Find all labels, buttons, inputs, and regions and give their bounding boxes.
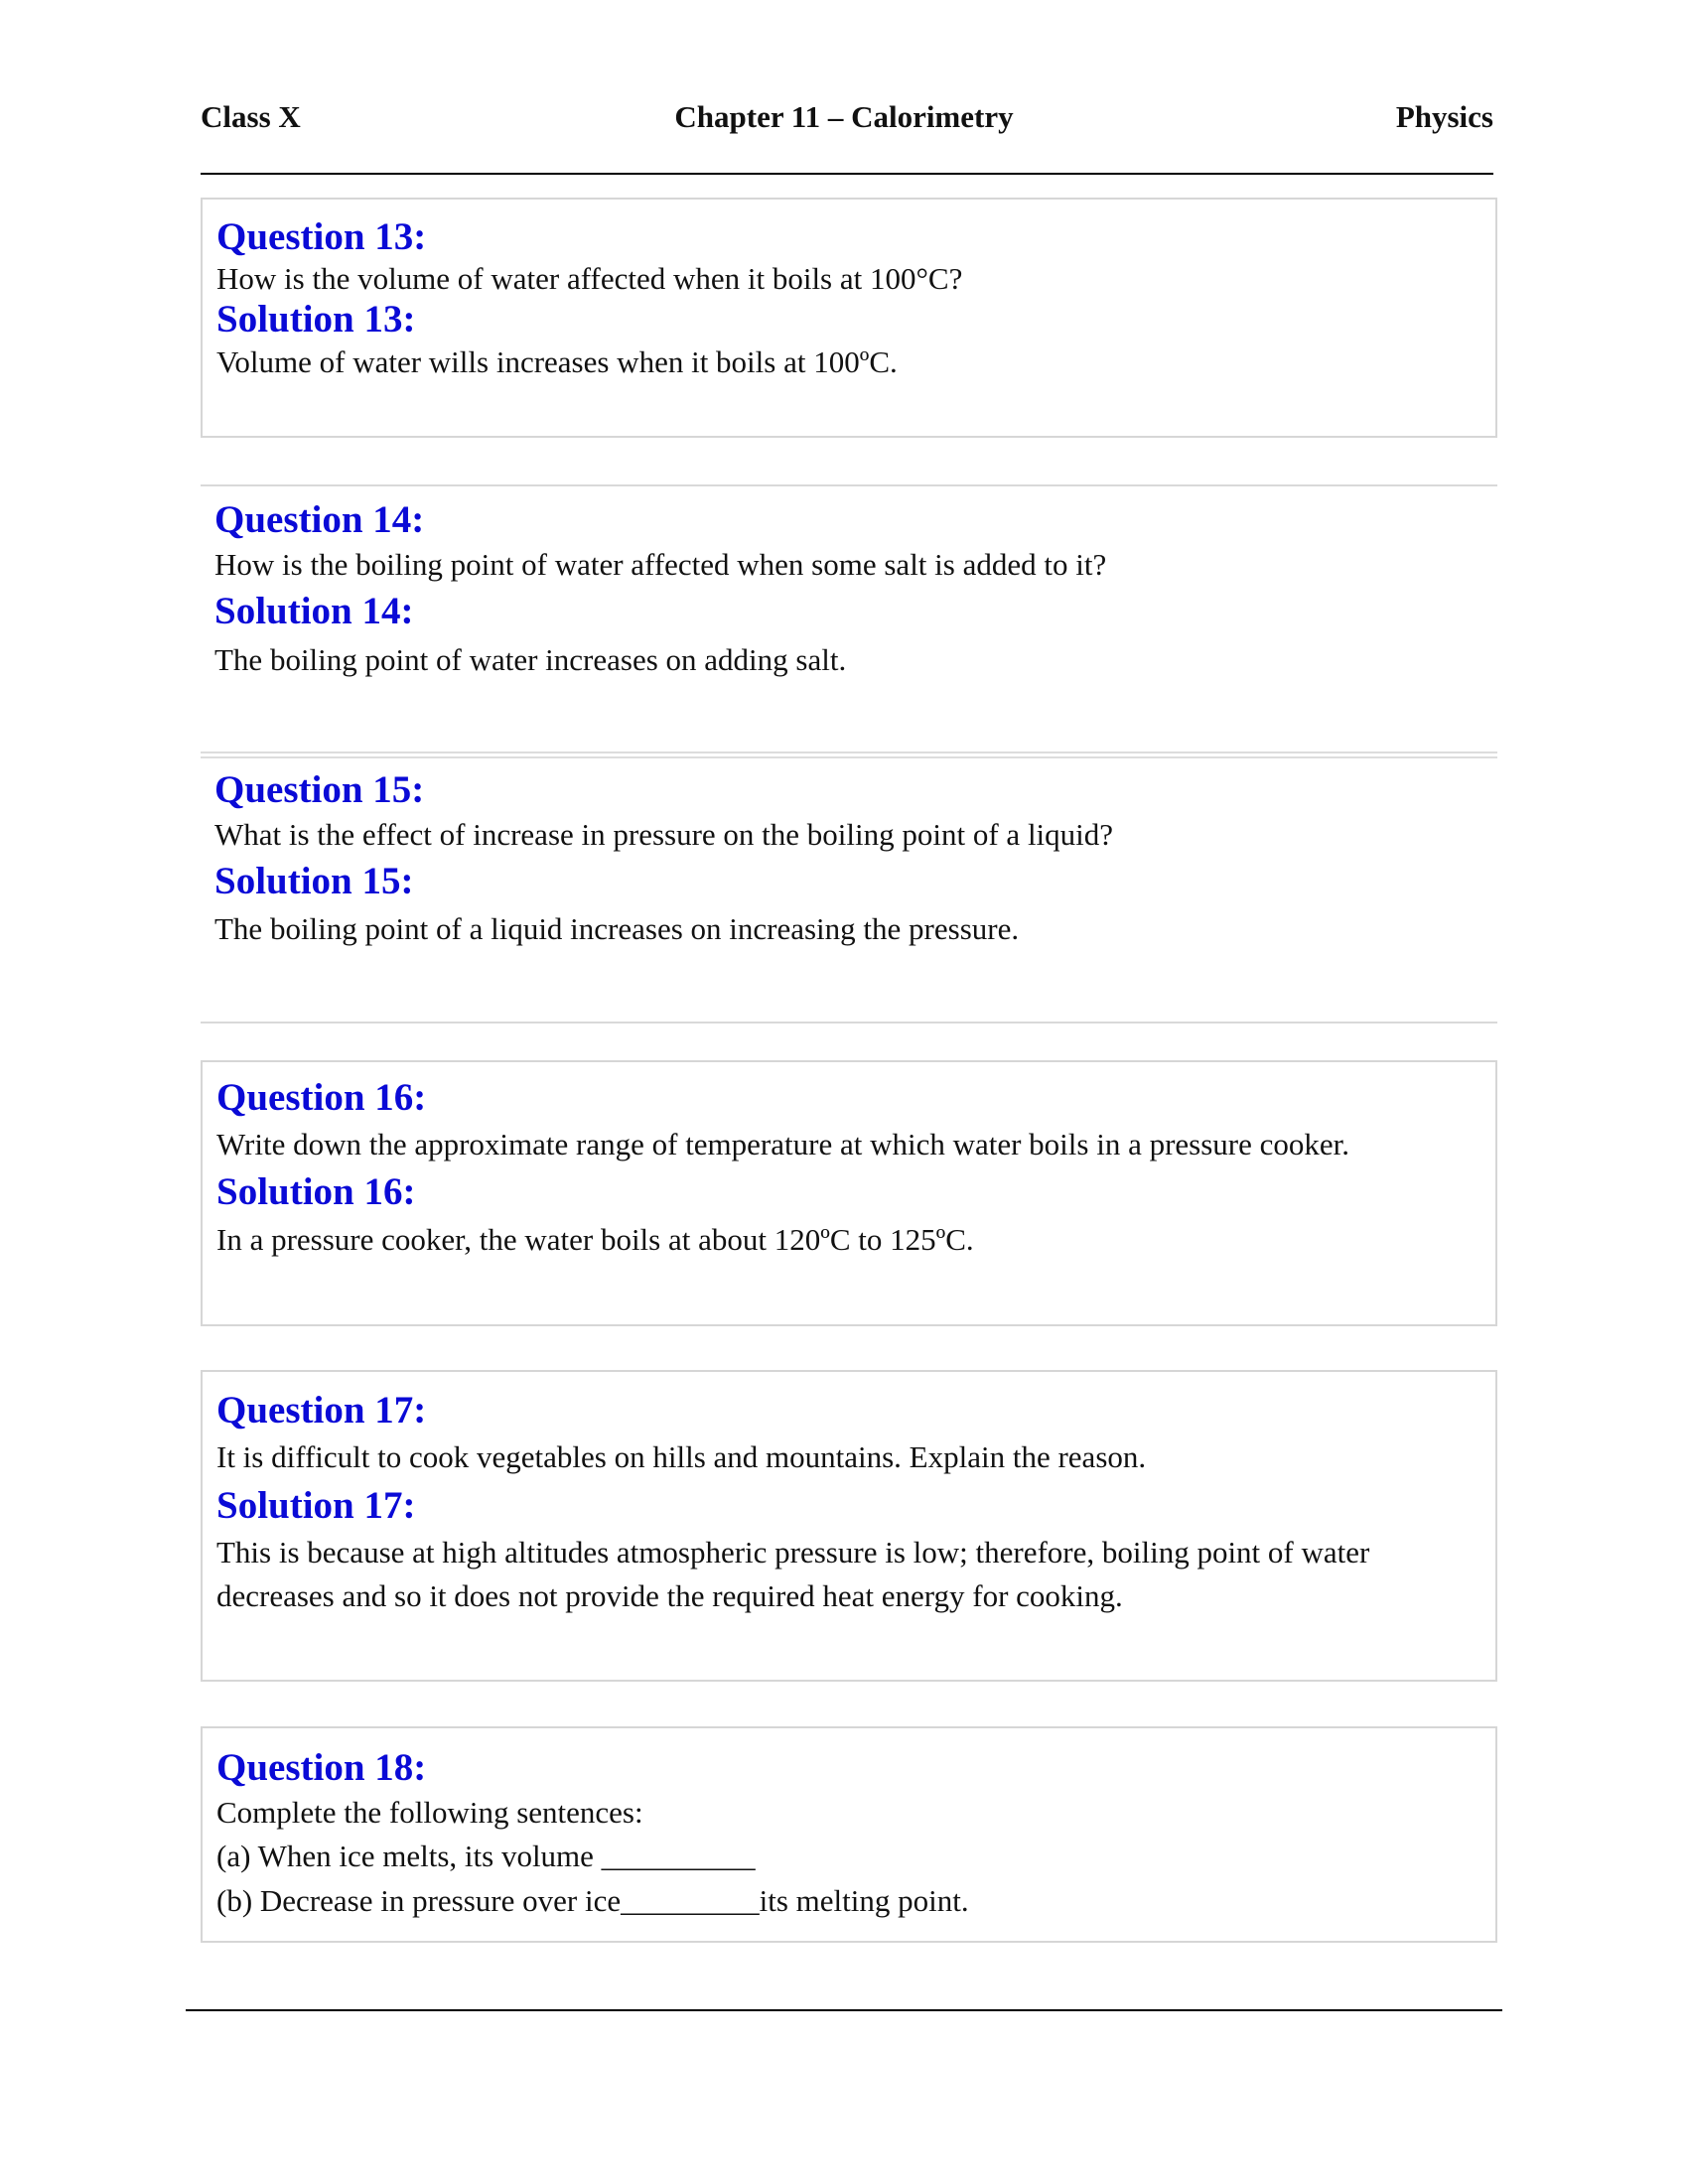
question-label: Question 13: [216, 215, 427, 258]
header-divider [201, 173, 1493, 175]
solution-text: The boiling point of water increases on adding salt. [214, 642, 847, 677]
question-text: How is the volume of water affected when it boils at 100°C? [216, 261, 963, 296]
question-label: Question 14: [214, 498, 425, 541]
section-divider [201, 751, 1497, 753]
question-label: Question 17: [216, 1389, 427, 1432]
solution-text: This is because at high altitudes atmospheric pressure is low; therefore, boiling point of water decreases and so it does not provide the required heat energy for cooking. [216, 1535, 1370, 1613]
footer-divider [186, 2009, 1502, 2011]
question-label: Question 16: [216, 1076, 427, 1119]
qa-card-14 [201, 486, 1497, 750]
solution-label: Solution 16: [216, 1170, 416, 1213]
qa-card-15 [201, 758, 1497, 1021]
question-text: It is difficult to cook vegetables on hills and mountains. Explain the reason. [216, 1439, 1147, 1474]
blank-sentence-a: (a) When ice melts, its volume __________ [216, 1839, 756, 1873]
solution-text: Volume of water wills increases when it boils at 100ºC. [216, 344, 898, 379]
solution-label: Solution 17: [216, 1484, 416, 1527]
question-text: How is the boiling point of water affected when some salt is added to it? [214, 547, 1107, 582]
solution-label: Solution 14: [214, 590, 414, 632]
header-subject: Physics [1395, 99, 1493, 134]
qa-card-18 [201, 1726, 1497, 1943]
solution-label: Solution 15: [214, 860, 414, 902]
qa-card-16 [201, 1060, 1497, 1326]
header-class: Class X [201, 99, 301, 134]
solution-text: In a pressure cooker, the water boils at about 120ºC to 125ºC. [216, 1222, 974, 1257]
solution-label: Solution 13: [216, 298, 416, 341]
solution-text: The boiling point of a liquid increases on increasing the pressure. [214, 911, 1020, 946]
blank-sentence-b: (b) Decrease in pressure over ice_________its melting point. [216, 1883, 969, 1918]
question-text: Write down the approximate range of temperature at which water boils in a pressure cooker. [216, 1127, 1350, 1161]
header-chapter-title: Chapter 11 – Calorimetry [674, 99, 1014, 134]
qa-card-13 [201, 198, 1497, 438]
question-text: Complete the following sentences: [216, 1795, 643, 1830]
question-label: Question 18: [216, 1746, 427, 1789]
qa-card-17 [201, 1370, 1497, 1682]
section-divider [201, 1022, 1497, 1024]
question-label: Question 15: [214, 768, 425, 811]
question-text: What is the effect of increase in pressure on the boiling point of a liquid? [214, 817, 1114, 852]
